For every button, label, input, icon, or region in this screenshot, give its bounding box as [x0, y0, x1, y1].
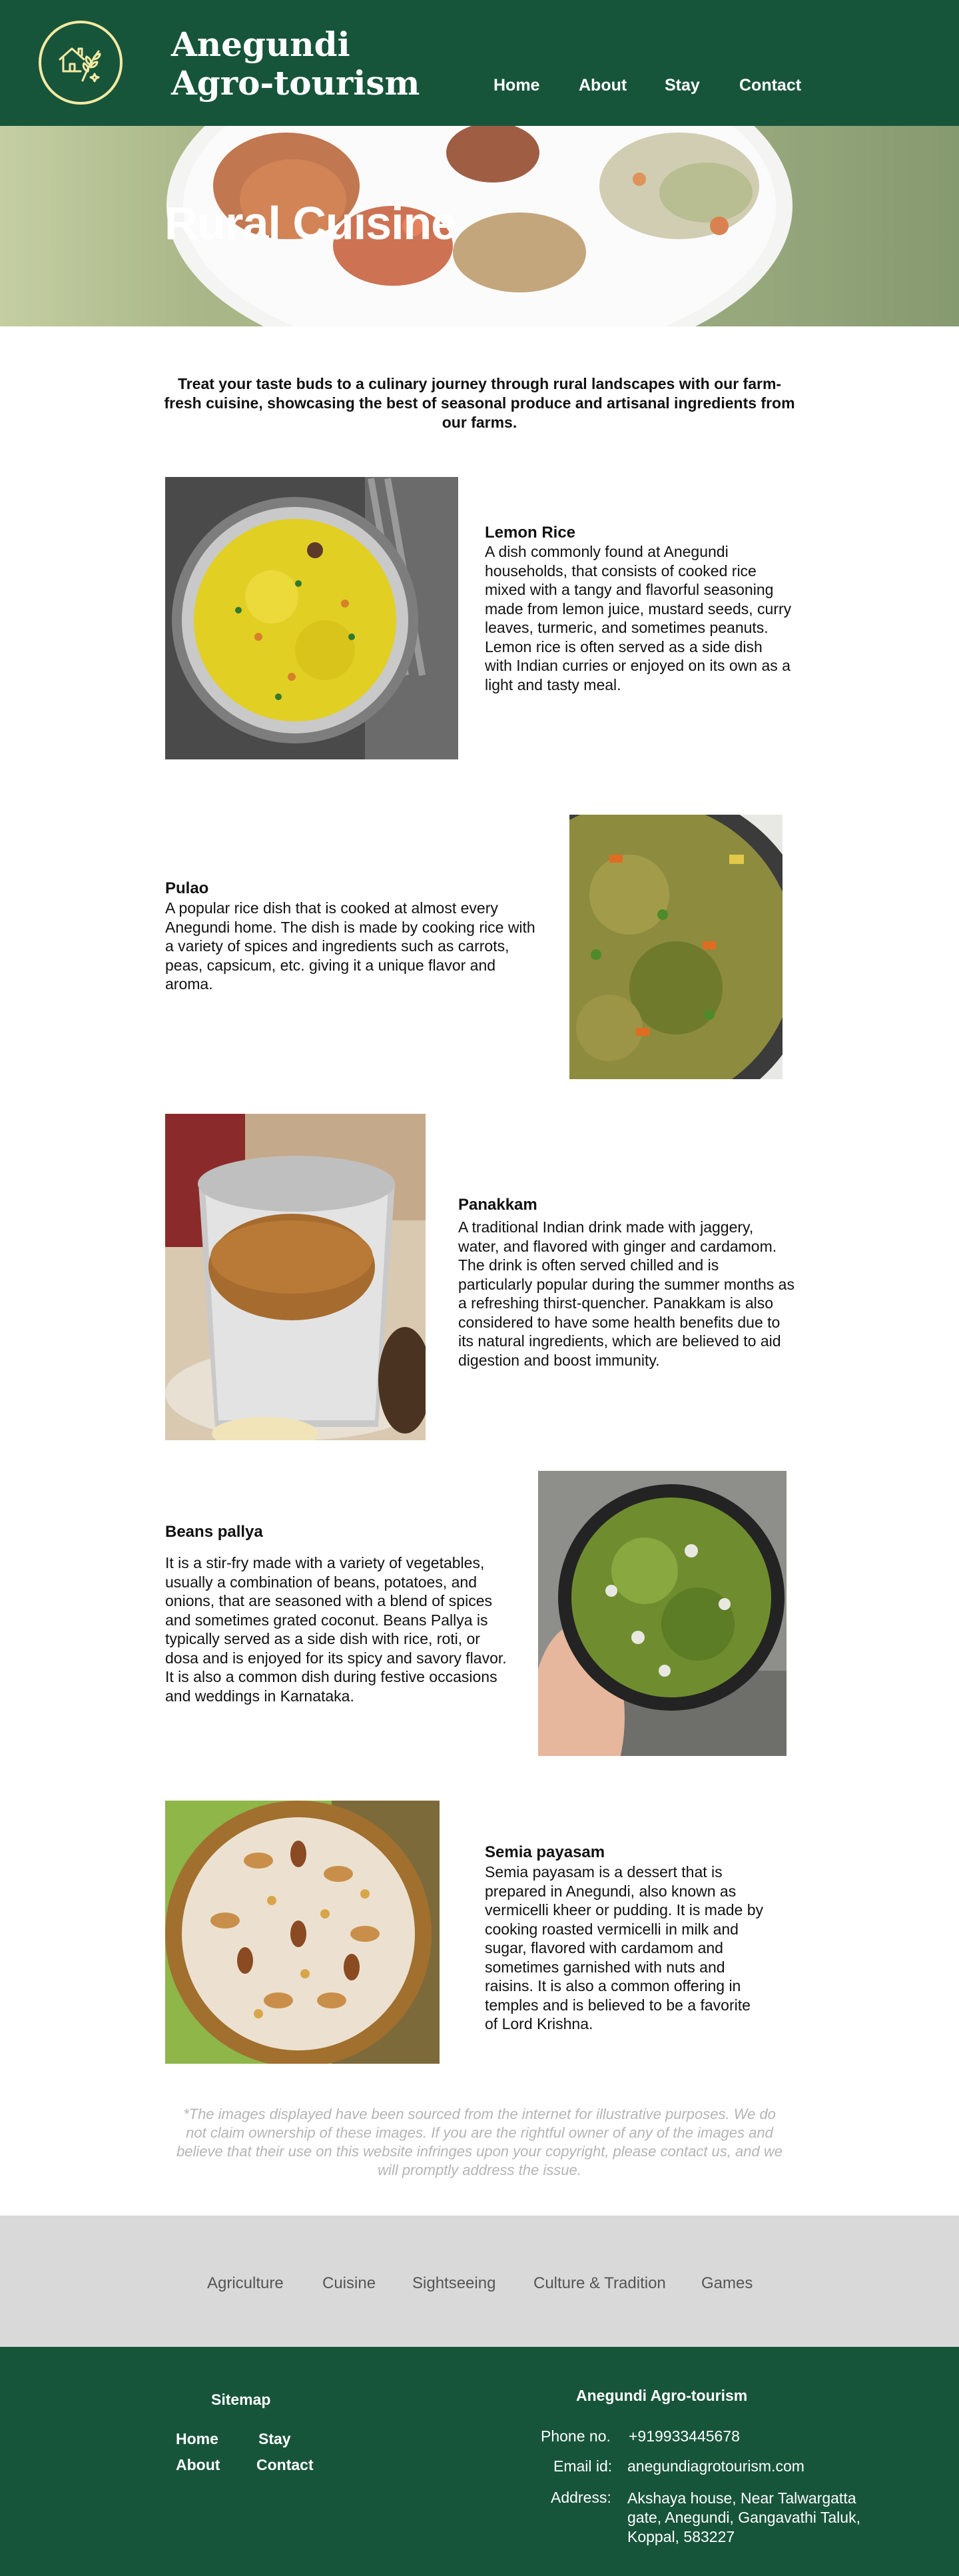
footer-about-link[interactable]: About — [176, 2456, 220, 2473]
nav-contact-link[interactable]: Contact — [739, 76, 802, 95]
dish-description: A traditional Indian drink made with jaggery, water, and flavored with ginger and cardamom. The drink is often served chilled and is particularly popular during the summer months as a refreshing thirst-quencher. Panakkam is also considered to have some health benefits due to its natural ingredients, which are believed to aid digestion and boost immunity. — [458, 1218, 795, 1369]
semia-payasam-image — [165, 1801, 440, 2064]
dish-description: It is a stir-fry made with a variety of vegetables, usually a combination of beans, potatoes, and onions, that are seasoned with a blend of spices and sometimes grated coconut. Beans Pallya is typically served as a side dish with rice, roti, or dosa and is enjoyed for its spicy and savory flavor. It is also a common dish during festive occasions and weddings in Karnataka. — [165, 1554, 507, 1705]
phone-value[interactable]: +919933445678 — [629, 2427, 740, 2445]
brand-line-1: Anegundi — [171, 25, 350, 64]
footer-contact-link[interactable]: Contact — [256, 2456, 314, 2473]
phone-label: Phone no. — [541, 2427, 611, 2445]
nav-about-link[interactable]: About — [579, 76, 627, 95]
lemon-rice-image — [165, 477, 458, 759]
dish-description: A dish commonly found at Anegundi households, that consists of cooked rice mixed with a tangy and flavorful seasoning made from lemon juice, mustard seeds, curry leaves, turmeric, and sometimes peanuts. Lemon rice is often served as a side dish with Indian curries or enjoyed on its own as a light and tasty meal. — [485, 543, 792, 693]
home-leaf-logo-icon[interactable] — [39, 21, 123, 105]
footer-stay-link[interactable]: Stay — [258, 2430, 291, 2447]
dish-title: Lemon Rice — [485, 524, 576, 542]
nav-stay-link[interactable]: Stay — [665, 76, 700, 95]
address-value — [627, 2489, 860, 2547]
category-nav — [0, 2216, 959, 2347]
intro-text: Treat your taste buds to a culinary journey through rural landscapes with our farm-fresh cuisine, showcasing the best of seasonal produce and artisanal ingredients from our farms. — [164, 375, 795, 431]
category-agriculture-link[interactable]: Agriculture — [207, 2274, 284, 2292]
site-header — [0, 0, 959, 126]
brand-name[interactable] — [171, 25, 420, 103]
image-disclaimer: *The images displayed have been sourced from the internet for illustrative purposes. We do not claim ownership of these images. If you are the rightful owner of any of the images and believe that their use on this website infringes upon your copyright, please contact us, and we will promptly address the issue. — [176, 2106, 783, 2178]
category-sightseeing-link[interactable]: Sightseeing — [412, 2274, 496, 2292]
category-culture-tradition-link[interactable]: Culture & Tradition — [533, 2274, 666, 2292]
thali-plate-image — [0, 126, 959, 326]
brand-line-2: Agro-tourism — [171, 63, 420, 103]
dish-description: A popular rice dish that is cooked at almost every Anegundi home. The dish is made by cooking rice with a variety of spices and ingredients such as carrots, peas, capsicum, etc. giving it a unique flavor and aroma. — [165, 899, 535, 993]
address-line-3: Koppal, 583227 — [627, 2528, 735, 2545]
address-label: Address: — [551, 2489, 611, 2506]
address-line-1: Akshaya house, Near Talwargatta — [627, 2489, 856, 2507]
address-line-2: gate, Anegundi, Gangavathi Taluk, — [627, 2509, 860, 2526]
email-label: Email id: — [553, 2457, 613, 2475]
page-title: Rural Cuisine — [164, 197, 457, 249]
category-games-link[interactable]: Games — [701, 2274, 753, 2292]
dish-description: Semia payasam is a dessert that is prepared in Anegundi, also known as vermicelli kheer or pudding. It is made by cooking roasted vermicelli in milk and sugar, flavored with cardamom and sometimes garnished with nuts and raisins. It is also a common offering in temples and is believed to be a favorite of Lord Krishna. — [485, 1863, 764, 2032]
hero-banner — [0, 126, 959, 326]
site-footer — [0, 2347, 959, 2576]
dish-title: Pulao — [165, 879, 209, 897]
nav-home-link[interactable]: Home — [493, 76, 540, 95]
email-value[interactable]: anegundiagrotourism.com — [627, 2457, 804, 2475]
dish-title: Beans pallya — [165, 1523, 263, 1541]
sitemap-heading: Sitemap — [211, 2391, 271, 2408]
footer-home-link[interactable]: Home — [176, 2430, 218, 2447]
dish-title: Panakkam — [458, 1196, 537, 1214]
panakkam-image — [165, 1114, 426, 1440]
org-heading: Anegundi Agro-tourism — [576, 2387, 748, 2404]
category-cuisine-link[interactable]: Cuisine — [322, 2274, 376, 2292]
beans-pallya-image — [538, 1471, 787, 1756]
pulao-image — [569, 815, 783, 1079]
dish-title: Semia payasam — [485, 1843, 605, 1861]
